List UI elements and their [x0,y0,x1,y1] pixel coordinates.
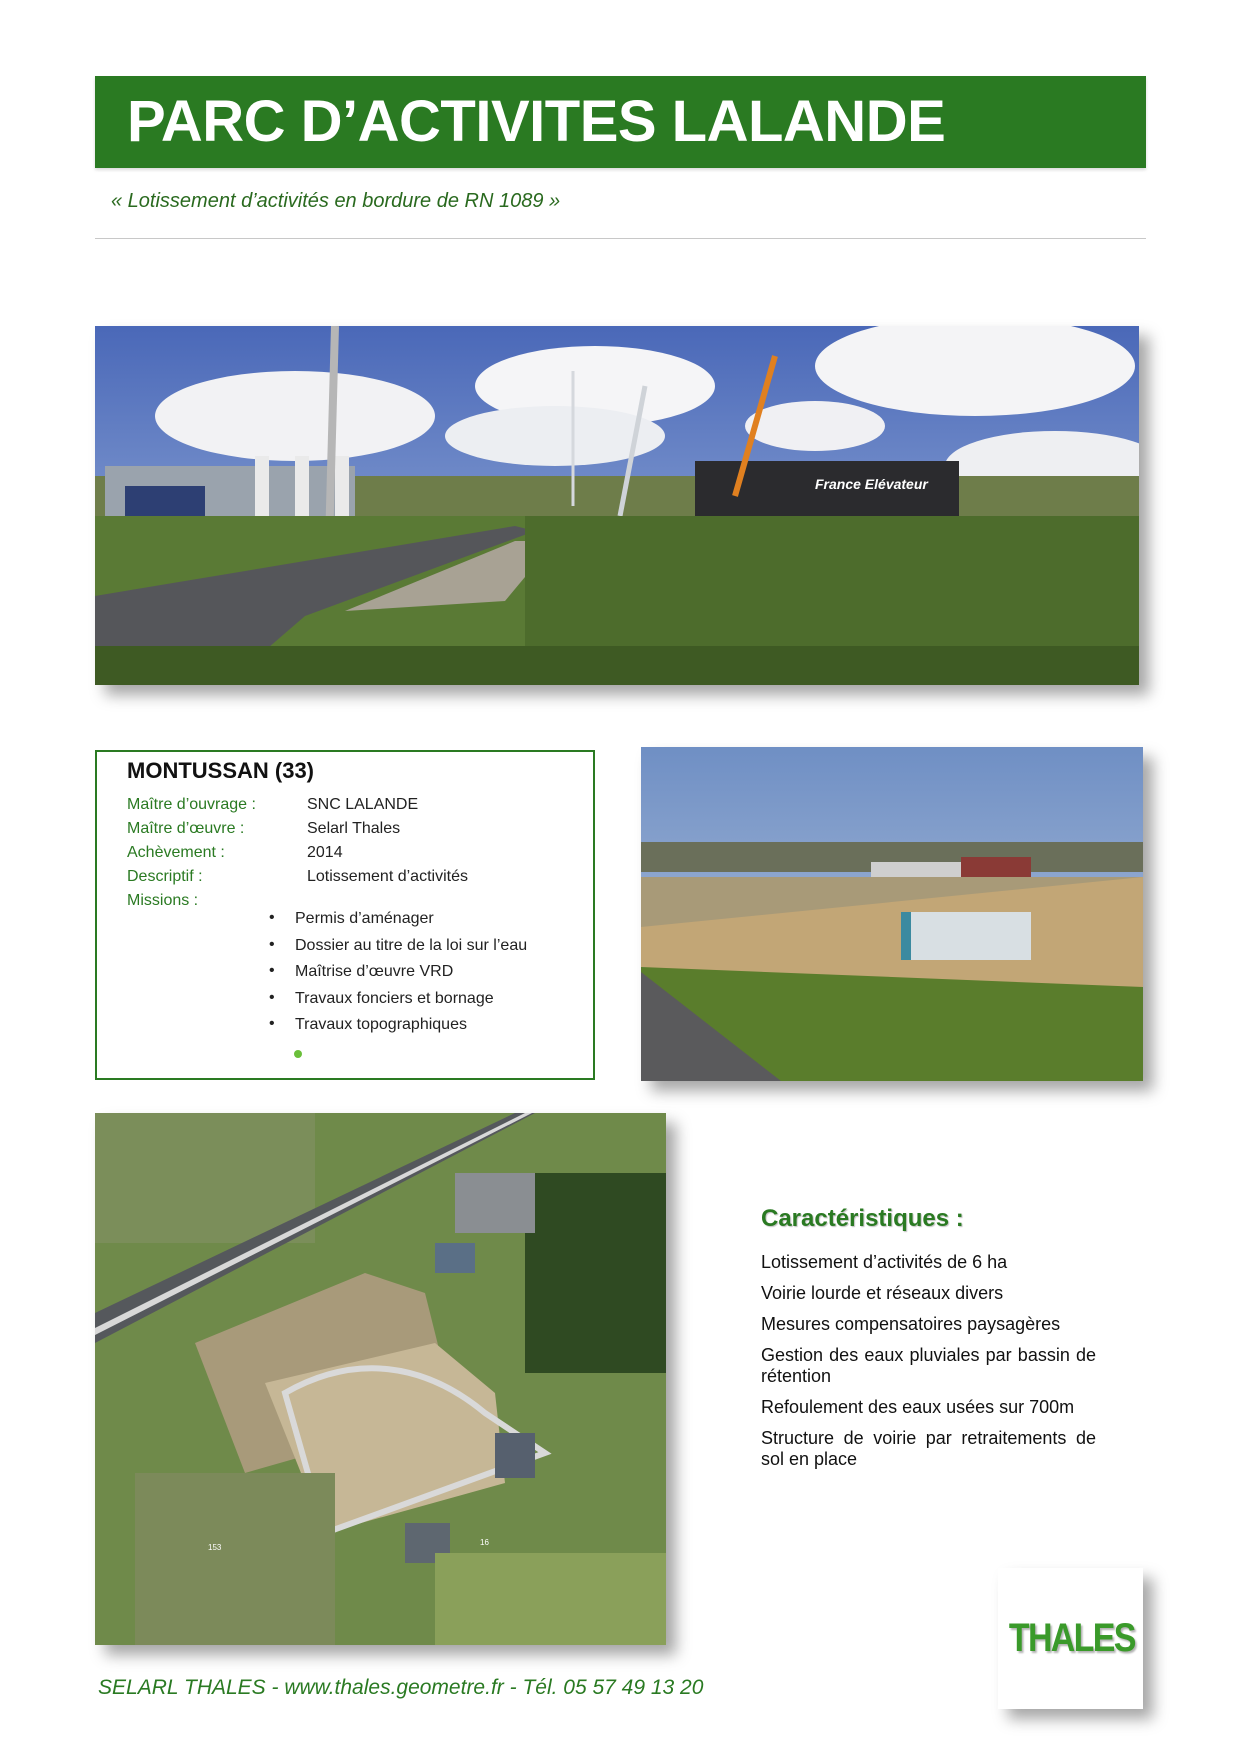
header-divider [95,238,1146,239]
bullet-dot-icon [294,1050,302,1058]
info-label: Maître d’œuvre : [127,820,245,837]
info-row-owner [127,796,419,814]
info-value: Lotissement d’activités [307,868,468,885]
hero-photo [95,326,1139,685]
list-item: Structure de voirie par retraitements de sol en place [761,1428,1096,1469]
characteristics-list [761,1252,1096,1480]
info-label: Achèvement : [127,844,225,861]
list-item: • Travaux topographiques [267,1016,527,1043]
list-item: • Permis d’aménager [267,910,527,937]
thales-logo [998,1568,1143,1709]
hero-sign-text: France Elévateur [815,476,928,492]
footer-contact: SELARL THALES - www.thales.geometre.fr - Tél. 05 57 49 13 20 [98,1676,704,1699]
project-location: MONTUSSAN (33) [127,758,315,783]
info-row-manager [127,820,401,838]
info-row-completion [127,844,343,862]
info-value: Selarl Thales [307,820,401,837]
page-subtitle: « Lotissement d’activités en bordure de RN 1089 » [111,190,561,212]
parcel-label: 153 [208,1543,222,1552]
characteristics-title: Caractéristiques : [761,1205,964,1232]
title-banner [95,76,1146,168]
list-item: • Maîtrise d’œuvre VRD [267,963,527,990]
list-item: • Dossier au titre de la loi sur l’eau [267,937,527,964]
list-item: Refoulement des eaux usées sur 700m [761,1397,1075,1417]
list-item: Lotissement d’activités de 6 ha [761,1252,1008,1272]
logo-text: THALES [1008,1616,1135,1660]
info-label: Missions : [127,892,199,909]
info-row-description [127,868,468,886]
list-item: Voirie lourde et réseaux divers [761,1283,1004,1303]
aerial-photo [95,1113,666,1645]
info-row-missions [127,892,198,910]
list-item: • Travaux fonciers et bornage [267,990,527,1017]
parcel-label: 16 [480,1538,489,1547]
list-item: Gestion des eaux pluviales par bassin de rétention [761,1345,1096,1386]
info-label: Descriptif : [127,868,203,885]
missions-list [267,910,527,1043]
info-value: 2014 [307,844,343,861]
project-info-box [95,750,595,1080]
site-photo [641,747,1143,1081]
info-value: SNC LALANDE [307,796,419,813]
page-title: PARC D’ACTIVITES LALANDE [127,89,946,154]
list-item: Mesures compensatoires paysagères [761,1314,1061,1334]
info-label: Maître d’ouvrage : [127,796,256,813]
